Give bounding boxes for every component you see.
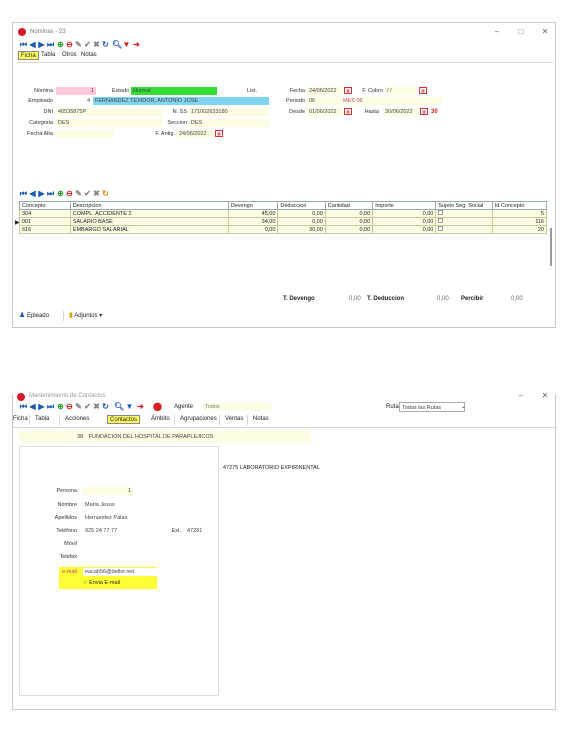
entity-name: FUNDACION DEL HOSPITAL DE PARAPLEJICOS: [88, 434, 214, 440]
current-row-indicator: ▶: [15, 220, 20, 226]
first-record-icon[interactable]: ⏮: [19, 40, 28, 49]
grid-last-icon[interactable]: ⏭: [46, 189, 55, 198]
cell-descripcion[interactable]: COMPL. ACCIDENTE 2: [70, 210, 228, 218]
cell-descripcion[interactable]: SALARIO BASE: [70, 218, 228, 226]
categoria-field[interactable]: DES: [56, 119, 162, 127]
cell-descripcion[interactable]: EMBARGO SALARIAL: [70, 226, 228, 234]
attachments-icon: ▮: [69, 312, 73, 319]
empleado-number[interactable]: 4: [56, 97, 92, 105]
vertical-scrollbar[interactable]: [550, 228, 552, 266]
fecha-field[interactable]: 24/06/2022: [307, 87, 343, 95]
adjuntos-button[interactable]: [69, 310, 102, 322]
empleado-button-label: Epleado: [26, 313, 49, 319]
person-icon: ♟: [19, 312, 26, 319]
ruta-label: Ruta: [386, 404, 399, 410]
fcobro-field[interactable]: / /: [385, 87, 417, 95]
fcobro-calendar-icon[interactable]: ▦: [419, 87, 427, 94]
tab-notas[interactable]: Notas: [81, 52, 97, 58]
tab-otros[interactable]: Otros: [62, 52, 77, 58]
cell-concepto[interactable]: 304: [20, 210, 71, 218]
col-importe[interactable]: Importe: [373, 202, 436, 210]
cell-deduccion[interactable]: 0,00: [278, 218, 325, 226]
telefono-field[interactable]: 925 24 77 77: [83, 527, 163, 535]
chevron-down-icon: ▾: [99, 313, 103, 319]
adjuntos-button-label: Adjuntos: [74, 313, 98, 319]
next-record-icon[interactable]: ▶: [38, 402, 45, 411]
email-field[interactable]: eacah56@dellor.net: [83, 568, 213, 576]
telefax-label: Telefax: [59, 554, 77, 560]
maximize-button[interactable]: □: [518, 27, 524, 36]
nss-field[interactable]: 171002633180: [189, 108, 269, 116]
prev-record-icon[interactable]: ◀: [29, 402, 36, 411]
exit-icon[interactable]: ➜: [133, 40, 140, 49]
grid-delete-icon[interactable]: ⊖: [66, 189, 73, 198]
cell-deduccion[interactable]: 30,00: [278, 226, 325, 234]
fecha-label: Fecha: [289, 88, 305, 94]
col-deduccion[interactable]: Deduccion: [278, 202, 325, 210]
cell-cantidad[interactable]: 0,00: [325, 218, 372, 226]
next-record-icon[interactable]: ▶: [38, 40, 45, 49]
col-cantidad[interactable]: Cantidad: [325, 202, 372, 210]
agente-field[interactable]: Todos: [203, 403, 271, 411]
total-devengo-value: 0,00: [349, 296, 361, 302]
empleado-name[interactable]: FERNANDEZ TEXIDOR, ANTONIO JOSE: [93, 97, 269, 105]
agente-label: Agente: [174, 404, 194, 410]
cell-id-concepto[interactable]: 20: [492, 226, 546, 234]
filter-icon[interactable]: ▼: [125, 402, 134, 411]
cell-cantidad[interactable]: 0,00: [325, 226, 372, 234]
empleado-button[interactable]: [19, 310, 49, 322]
cell-devengo[interactable]: 45,00: [228, 210, 278, 218]
minimize-button[interactable]: –: [518, 391, 524, 400]
contactos-window: [12, 391, 556, 710]
list-label: List.: [246, 88, 257, 94]
cell-cantidad[interactable]: 0,00: [325, 210, 372, 218]
delete-icon[interactable]: ⊖: [66, 402, 73, 411]
cell-importe[interactable]: 0,00: [373, 218, 436, 226]
table-row[interactable]: [20, 218, 547, 226]
menu-divider: [29, 415, 30, 425]
menu-ficha[interactable]: Ficha: [13, 416, 28, 422]
categoria-label: Categoria: [29, 120, 53, 126]
prev-record-icon[interactable]: ◀: [29, 40, 36, 49]
cell-sujeto-ss[interactable]: [436, 226, 492, 234]
window-title: Nominas - 23: [30, 29, 66, 35]
desde-calendar-icon[interactable]: ▦: [344, 108, 352, 115]
nombre-field[interactable]: Maria Jesus: [83, 501, 213, 509]
exit-icon[interactable]: ➜: [137, 402, 144, 411]
grid-next-icon[interactable]: ▶: [38, 189, 45, 198]
grid-refresh-icon[interactable]: ↻: [102, 189, 109, 198]
famig-calendar-icon[interactable]: ▦: [215, 130, 223, 137]
checkbox[interactable]: [438, 226, 443, 231]
cell-concepto[interactable]: 616: [20, 226, 71, 234]
col-descripcion[interactable]: Descripcion: [70, 202, 228, 210]
send-email-label: Envia E-mail: [89, 580, 121, 586]
entity-header: [19, 431, 311, 443]
periodo-label: Periodo: [286, 98, 305, 104]
app-icon: [17, 393, 25, 401]
menu-ventas[interactable]: Ventas: [225, 416, 244, 422]
percibir-value: 0,00: [511, 296, 523, 302]
refresh-icon[interactable]: ↻: [102, 40, 109, 49]
cancel-icon[interactable]: ✖: [93, 402, 100, 411]
famig-field[interactable]: 24/06/2022: [177, 130, 213, 138]
percibir-label: Percibir: [461, 296, 484, 302]
tab-ficha[interactable]: Ficha: [18, 51, 39, 60]
check-icon: ✓: [83, 580, 88, 586]
cancel-icon[interactable]: ✖: [93, 40, 100, 49]
cell-devengo[interactable]: 0,00: [228, 226, 278, 234]
add-icon[interactable]: ⊕: [57, 40, 64, 49]
nss-label: N. SS: [172, 109, 187, 115]
table-row[interactable]: [20, 226, 547, 234]
total-deduccion-label: T. Deduccion: [367, 296, 405, 302]
nominas-window: [12, 22, 556, 328]
hasta-label: Hasta: [364, 109, 379, 115]
close-button[interactable]: ✕: [541, 27, 549, 36]
ext-label: Ext.: [171, 528, 181, 534]
movil-label: Móvil: [64, 541, 77, 547]
fecha-alta-label: Fecha Alta: [27, 131, 53, 137]
conceptos-grid: [19, 201, 547, 234]
dni-label: DNI: [43, 109, 53, 115]
telefax-field[interactable]: [83, 553, 163, 561]
seccion-label: Seccion: [167, 120, 187, 126]
hasta-calendar-icon[interactable]: ▦: [420, 108, 428, 115]
cell-sujeto-ss[interactable]: [436, 218, 492, 226]
movil-field[interactable]: [83, 540, 163, 548]
first-record-icon[interactable]: ⏮: [19, 402, 28, 411]
tab-divider: [17, 62, 553, 63]
confirm-icon[interactable]: ✔: [84, 402, 91, 411]
fecha-alta-field[interactable]: [56, 130, 114, 138]
menu-divider: [59, 415, 60, 425]
fcobro-label: F. Cobro: [362, 88, 383, 94]
menu-divider: [219, 415, 220, 425]
menu-notas[interactable]: Notas: [253, 416, 269, 422]
entity-number: 38: [77, 434, 84, 440]
table-row[interactable]: [20, 210, 547, 218]
cell-sujeto-ss[interactable]: [436, 210, 492, 218]
desde-label: Desde: [289, 109, 305, 115]
cell-concepto[interactable]: 001: [20, 218, 71, 226]
periodo-field[interactable]: 06: [307, 97, 341, 105]
menu-tabla[interactable]: Tabla: [35, 416, 50, 422]
delete-icon[interactable]: ⊖: [66, 40, 73, 49]
nombre-label: Nombre: [57, 502, 77, 508]
grid-add-icon[interactable]: ⊕: [57, 189, 64, 198]
title-bar: [13, 23, 555, 41]
app-icon: [18, 28, 26, 36]
apellidos-field[interactable]: Hernandez Palao: [83, 514, 213, 522]
grid-edit-icon[interactable]: ✎: [75, 189, 82, 198]
grid-header-row: [20, 202, 547, 210]
list-item[interactable]: 47275 LABORATORIO EXPIRINENTAL: [223, 465, 320, 471]
menu-divider: [247, 415, 248, 425]
col-devengo[interactable]: Devengo: [228, 202, 278, 210]
confirm-icon[interactable]: ✔: [84, 40, 91, 49]
persona-label: Persona: [56, 488, 77, 494]
ruta-chevron-down-icon[interactable]: ⌄: [461, 404, 467, 410]
grid-confirm-icon[interactable]: ✔: [84, 189, 91, 198]
dias-value: 30: [431, 109, 438, 115]
menu-acciones[interactable]: Acciones: [65, 416, 90, 422]
col-id-concepto[interactable]: Id Concepto: [492, 202, 546, 210]
estado-field[interactable]: Normal: [131, 87, 217, 95]
grid-first-icon[interactable]: ⏮: [19, 189, 28, 198]
minimize-button[interactable]: –: [494, 27, 500, 36]
dni-field[interactable]: 40535875P: [56, 108, 162, 116]
menu-bottom-divider: [13, 427, 557, 428]
edit-icon[interactable]: ✎: [75, 40, 82, 49]
search-icon[interactable]: 🔍︎: [112, 40, 123, 49]
ext-field[interactable]: 47281: [185, 527, 213, 535]
cell-id-concepto[interactable]: 5: [492, 210, 546, 218]
last-record-icon[interactable]: ⏭: [46, 40, 55, 49]
periodo-desc: MES 06: [341, 97, 443, 105]
window-title: Mantenimiento de Contactos: [29, 393, 106, 399]
persona-field[interactable]: 1: [83, 487, 133, 495]
cell-deduccion[interactable]: 0,00: [278, 210, 325, 218]
ruta-select[interactable]: Todas las Rutas: [399, 402, 465, 412]
menu-contactos[interactable]: Contactos: [107, 415, 140, 424]
send-email-button[interactable]: [83, 580, 120, 586]
close-button[interactable]: ✕: [541, 391, 549, 400]
add-icon[interactable]: ⊕: [57, 402, 64, 411]
total-deduccion-value: 0,00: [437, 296, 449, 302]
checkbox[interactable]: [438, 210, 443, 215]
checkbox[interactable]: [438, 218, 443, 223]
telefono-label: Teléfono: [56, 528, 77, 534]
cell-importe[interactable]: 0,00: [373, 210, 436, 218]
tab-tabla[interactable]: Tabla: [41, 52, 56, 58]
seccion-field[interactable]: DES: [189, 119, 269, 127]
desde-field[interactable]: 01/06/2022: [307, 108, 343, 116]
estado-label: Estado: [111, 88, 129, 94]
fecha-calendar-icon[interactable]: ▦: [344, 87, 352, 94]
cell-importe[interactable]: 0,00: [373, 226, 436, 234]
grid-prev-icon[interactable]: ◀: [29, 189, 36, 198]
menu-ambito[interactable]: Ámbito: [151, 416, 170, 422]
cell-devengo[interactable]: 34,00: [228, 218, 278, 226]
location-pin-icon[interactable]: ⬤: [153, 402, 162, 411]
col-concepto[interactable]: Concepto: [20, 202, 71, 210]
email-label: e-mail: [62, 569, 77, 575]
footer-divider: [63, 311, 64, 321]
apellidos-label: Apellidos: [54, 515, 77, 521]
famig-label: F. Antig.: [155, 131, 175, 137]
menu-agrupaciones[interactable]: Agrupaciones: [180, 416, 217, 422]
col-sujeto-ss[interactable]: Sujeto Seg. Social: [436, 202, 492, 210]
grid-cancel-icon[interactable]: ✖: [93, 189, 100, 198]
nomina-label: Nómina: [34, 88, 53, 94]
refresh-icon[interactable]: ↻: [102, 402, 109, 411]
total-devengo-label: T. Devengo: [283, 296, 315, 302]
filter-icon[interactable]: ▼: [122, 40, 131, 49]
empleado-label: Empleado: [28, 98, 53, 104]
hasta-field[interactable]: 30/06/2022: [383, 108, 419, 116]
edit-icon[interactable]: ✎: [75, 402, 82, 411]
last-record-icon[interactable]: ⏭: [46, 402, 55, 411]
nomina-field[interactable]: 1: [56, 87, 96, 95]
menu-divider: [174, 415, 175, 425]
cell-id-concepto[interactable]: 116: [492, 218, 546, 226]
search-icon[interactable]: 🔍︎: [114, 402, 125, 411]
